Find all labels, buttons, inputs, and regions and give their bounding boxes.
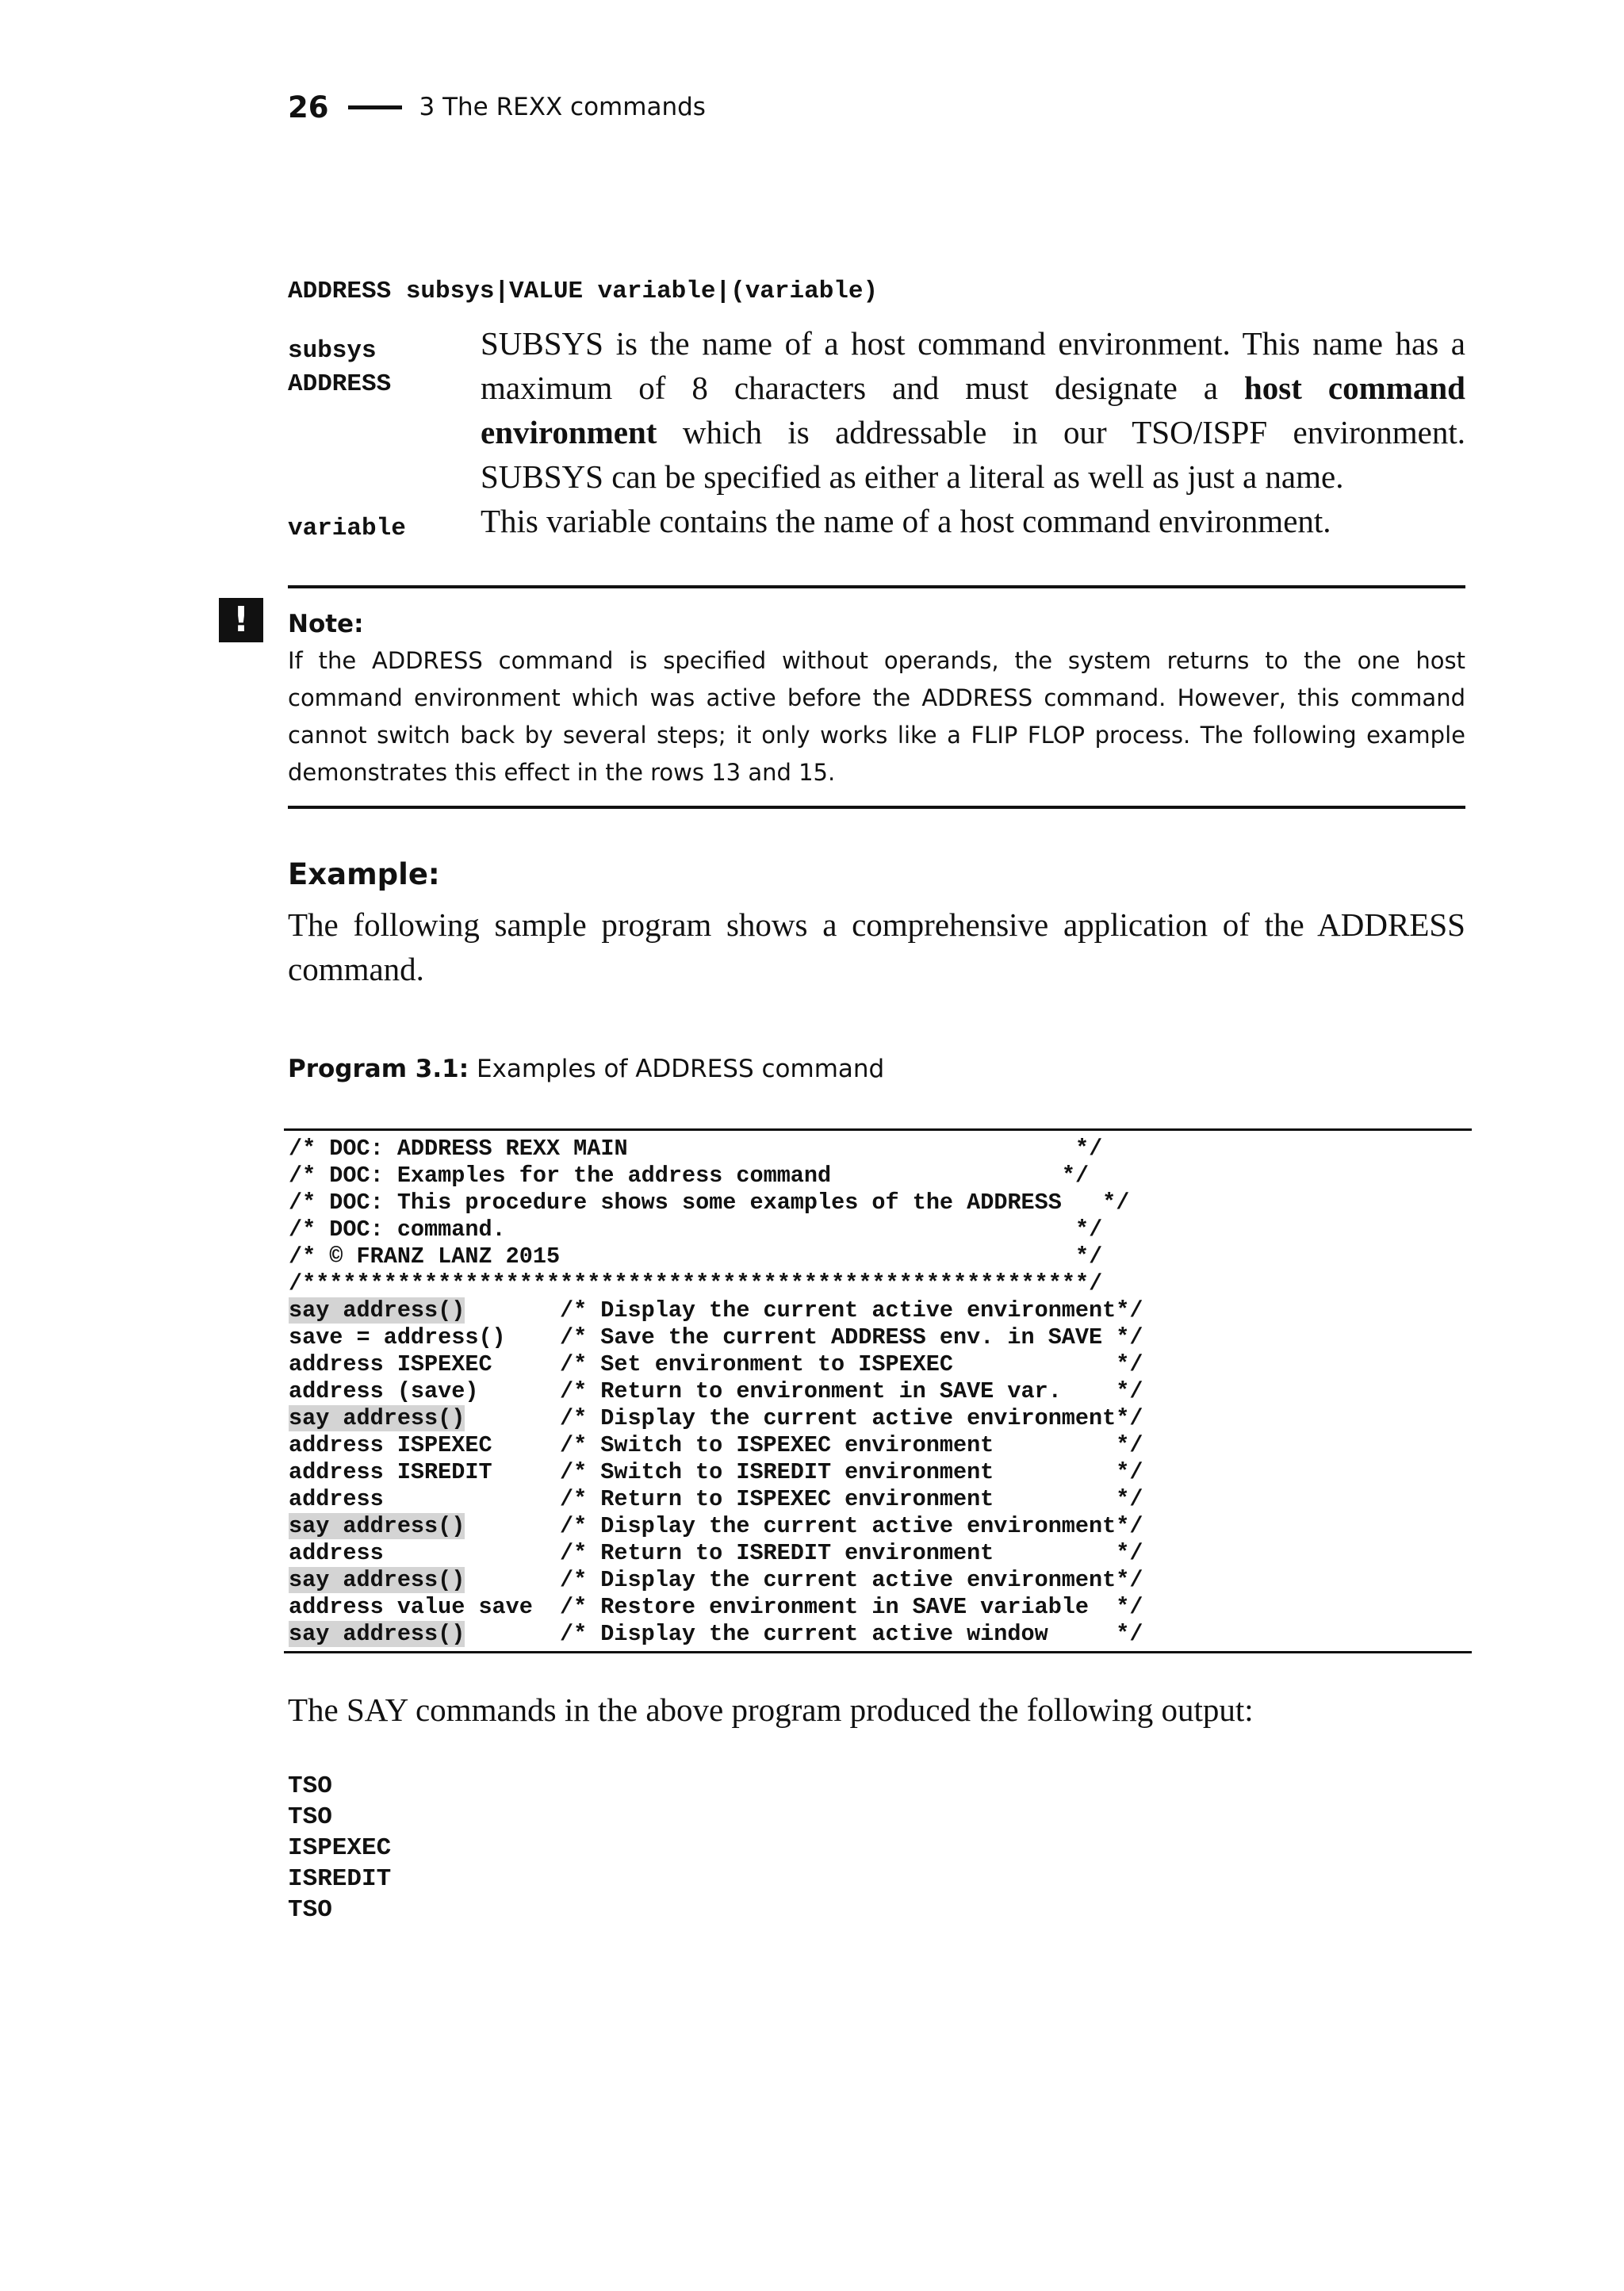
note-text: If the ADDRESS command is specified without operands, the system returns to the one host command environment which was active before the ADDRESS command. However, this command cannot switch back by several steps; it only works like a FLIP FLOP process. The following example demonstrates this effect in the rows 13 and 15. [288, 647, 1465, 786]
code-line [284, 1594, 1472, 1621]
code-statement: address ISREDIT [289, 1459, 492, 1485]
code-comment: /* Restore environment in SAVE variable */ [560, 1594, 1143, 1620]
code-header-line: /**********************************************************/ [289, 1270, 1103, 1297]
code-statement: address ISPEXEC [289, 1432, 492, 1458]
code-header-line: /* DOC: command. */ [289, 1216, 1103, 1243]
code-line [284, 1486, 1472, 1513]
code-statement: say address() [289, 1297, 465, 1324]
output-line: TSO [288, 1896, 332, 1924]
code-header-line: /* DOC: This procedure shows some examples of the ADDRESS */ [289, 1190, 1130, 1216]
code-line [284, 1432, 1472, 1459]
running-header [288, 87, 706, 127]
definition-variable [288, 499, 1465, 551]
output-intro: The SAY commands in the above program produced the following output: [288, 1691, 1254, 1728]
code-statement: say address() [289, 1621, 465, 1647]
code-header-line: /* DOC: ADDRESS REXX MAIN */ [289, 1136, 1103, 1162]
code-line [284, 1540, 1472, 1567]
definition-text [481, 321, 1465, 499]
chapter-title: 3 The REXX commands [419, 93, 706, 121]
code-line [284, 1324, 1472, 1351]
output-line: ISREDIT [288, 1865, 392, 1893]
code-comment: /* Return to environment in SAVE var. */ [560, 1378, 1143, 1404]
example-text: The following sample program shows a comprehensive application of the ADDRESS command. [288, 906, 1465, 987]
definition-bold-term: host command environment [481, 370, 1465, 450]
code-statement: save = address() [289, 1324, 506, 1350]
code-line [284, 1459, 1472, 1486]
code-comment: /* Switch to ISREDIT environment */ [560, 1459, 1143, 1485]
code-line [284, 1297, 1472, 1324]
definition-term: subsys [288, 337, 377, 365]
definition-subsys [288, 321, 1465, 499]
code-line [284, 1621, 1472, 1648]
exclamation-icon: ! [219, 598, 263, 642]
output-line: ISPEXEC [288, 1834, 392, 1862]
code-comment: /* Display the current active environment*/ [560, 1297, 1143, 1324]
code-line [284, 1351, 1472, 1378]
note-box [288, 585, 1465, 809]
definition-text-part: which is addressable in our TSO/ISPF environment. SUBSYS can be specified as either a literal as well as just a name. [481, 414, 1465, 495]
code-statement: say address() [289, 1513, 465, 1539]
code-line [284, 1513, 1472, 1540]
code-statement: say address() [289, 1405, 465, 1431]
code-header-line: /* © FRANZ LANZ 2015 */ [289, 1243, 1103, 1270]
note-title: Note: [288, 610, 364, 638]
parameter-definitions [288, 321, 1465, 551]
syntax-line: ADDRESS [288, 370, 392, 398]
example-title: Example: [288, 857, 440, 891]
program-caption [288, 1052, 884, 1086]
code-comment: /* Display the current active environment*/ [560, 1513, 1143, 1539]
code-line [284, 1405, 1472, 1432]
code-comment: /* Save the current ADDRESS env. in SAVE */ [560, 1324, 1143, 1350]
program-caption-label: Program 3.1: [288, 1055, 469, 1083]
output-line: TSO [288, 1803, 332, 1831]
code-comment: /* Return to ISPEXEC environment */ [560, 1486, 1143, 1512]
code-statement: address (save) [289, 1378, 479, 1404]
output-line: TSO [288, 1772, 332, 1800]
code-line [284, 1567, 1472, 1594]
header-rule [348, 105, 402, 109]
code-statement: say address() [289, 1567, 465, 1593]
program-listing [284, 1128, 1472, 1653]
page-number: 26 [288, 90, 329, 125]
definition-text-part: SUBSYS is the name of a host command environment. This name has a maximum of 8 characters and must designate a [481, 325, 1465, 406]
code-statement: address [289, 1486, 384, 1512]
code-comment: /* Switch to ISPEXEC environment */ [560, 1432, 1143, 1458]
code-line [284, 1378, 1472, 1405]
code-statement: address [289, 1540, 384, 1566]
definition-text: This variable contains the name of a host command environment. [481, 503, 1331, 539]
code-comment: /* Display the current active environment*/ [560, 1567, 1143, 1593]
program-output [288, 1771, 391, 1925]
code-header-line: /* DOC: Examples for the address command */ [289, 1163, 1090, 1189]
definition-term: variable [288, 515, 406, 542]
code-comment: /* Set environment to ISPEXEC */ [560, 1351, 1143, 1377]
code-statement: address ISPEXEC [289, 1351, 492, 1377]
program-caption-text: Examples of ADDRESS command [469, 1055, 885, 1083]
syntax-line: ADDRESS subsys|VALUE variable|(variable) [288, 278, 879, 305]
code-statement: address value save [289, 1594, 533, 1620]
code-comment: /* Return to ISREDIT environment */ [560, 1540, 1143, 1566]
code-comment: /* Display the current active window */ [560, 1621, 1143, 1647]
code-comment: /* Display the current active environment*/ [560, 1405, 1143, 1431]
